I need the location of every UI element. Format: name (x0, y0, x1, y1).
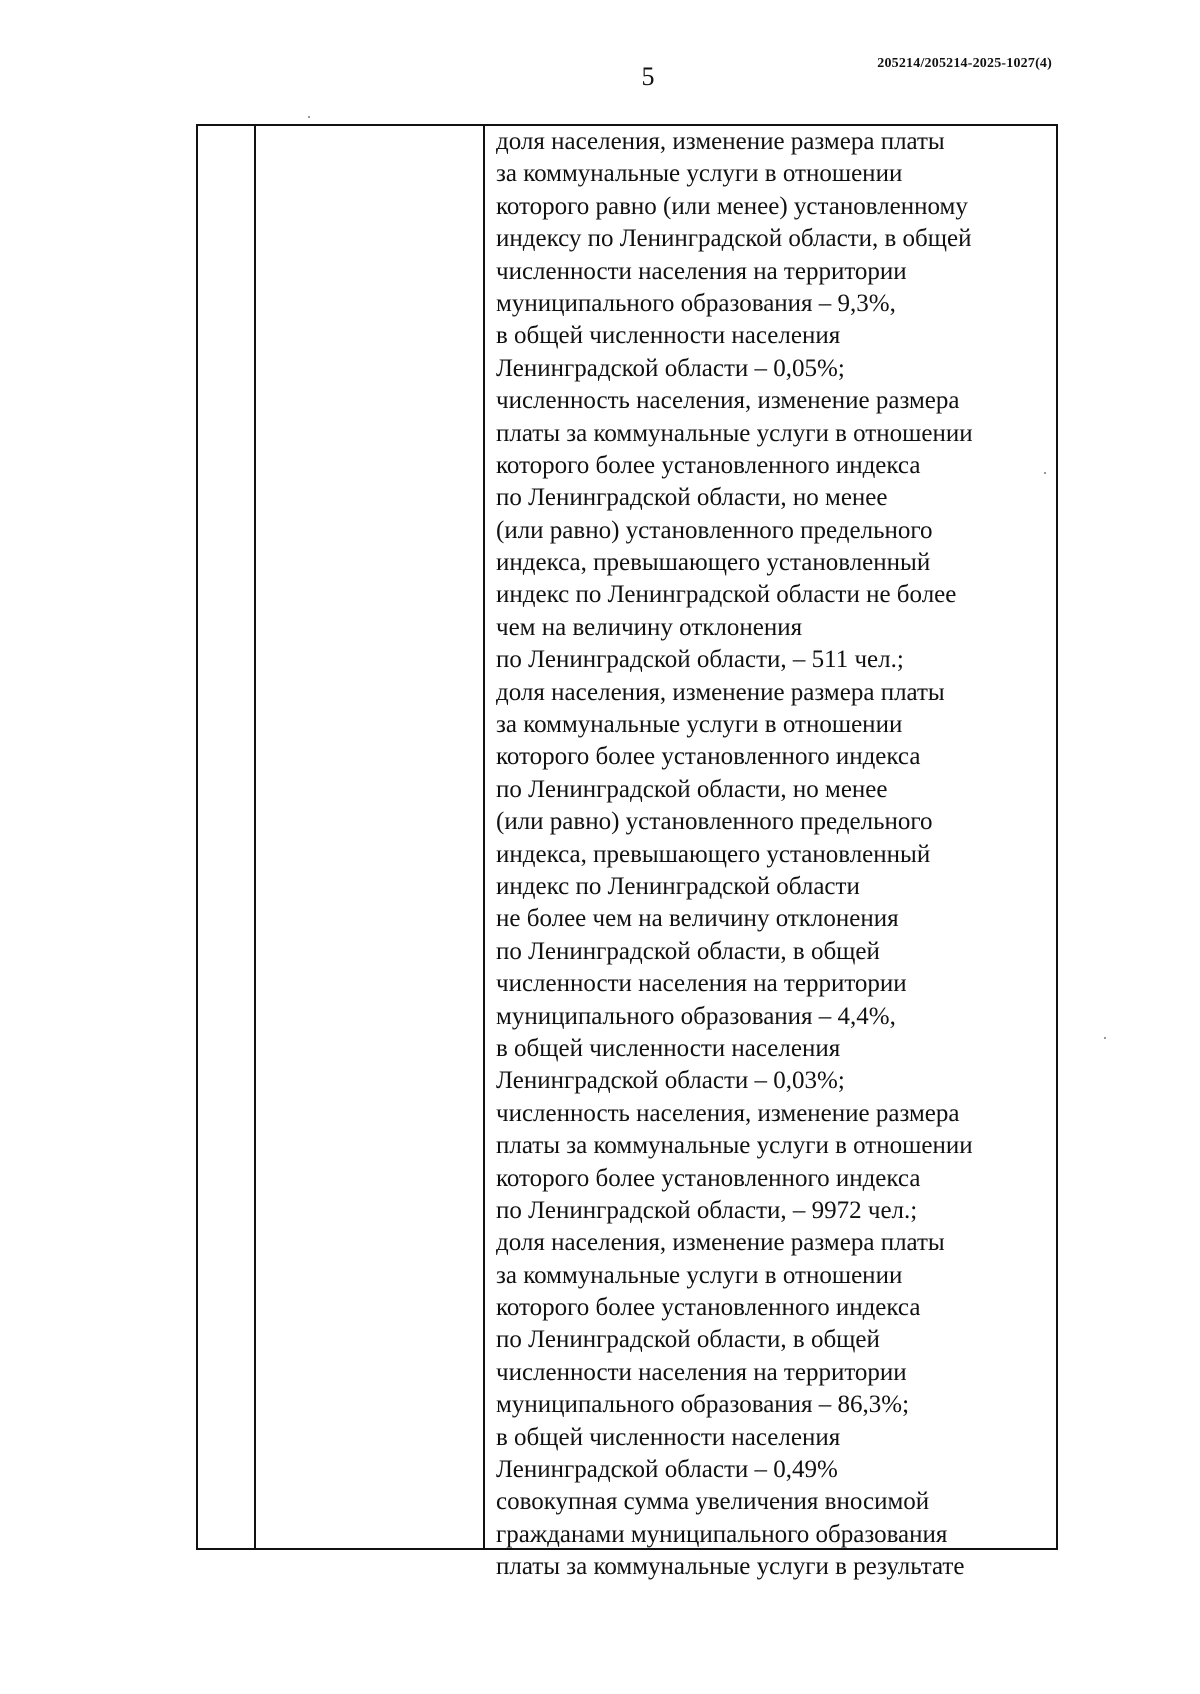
text-line: по Ленинградской области, но менее (496, 484, 888, 512)
text-line: муниципального образования – 9,3%, (496, 289, 896, 317)
text-line: не более чем на величину отклонения (496, 905, 899, 933)
text-line: доля населения, изменение размера платы (496, 678, 945, 706)
text-line: за коммунальные услуги в отношении (496, 160, 903, 188)
text-line: муниципального образования – 4,4%, (496, 1002, 896, 1030)
text-line: чем на величину отклонения (496, 613, 803, 641)
text-line: численности населения на территории (496, 257, 907, 285)
text-line: совокупная сумма увеличения вносимой (496, 1488, 930, 1516)
text-line: индекс по Ленинградской области (496, 872, 860, 900)
text-line: численности населения на территории (496, 970, 907, 998)
text-line: численность населения, изменение размера (496, 1099, 960, 1127)
text-line: по Ленинградской области, в общей (496, 1326, 880, 1354)
text-line: за коммунальные услуги в отношении (496, 1261, 903, 1289)
text-line: по Ленинградской области, в общей (496, 937, 880, 965)
text-line: которого более установленного индекса (496, 1164, 921, 1192)
text-line: Ленинградской области – 0,05%; (496, 354, 845, 382)
text-line: в общей численности населения (496, 1423, 841, 1451)
text-line: гражданами муниципального образования (496, 1520, 948, 1548)
table-column-divider (254, 126, 256, 1548)
text-line: Ленинградской области – 0,49% (496, 1456, 838, 1484)
text-line: платы за коммунальные услуги в результате (496, 1553, 965, 1581)
text-line: за коммунальные услуги в отношении (496, 711, 903, 739)
document-table (196, 124, 1058, 1581)
text-line: в общей численности населения (496, 1034, 841, 1062)
text-line: платы за коммунальные услуги в отношении (496, 1132, 973, 1160)
table-text-cell (496, 126, 1056, 1584)
scan-speck (1044, 472, 1046, 474)
text-line: индекса, превышающего установленный (496, 549, 931, 577)
scan-speck (1104, 1037, 1106, 1039)
text-line: муниципального образования – 86,3%; (496, 1391, 910, 1419)
text-line: (или равно) установленного предельного (496, 516, 933, 544)
document-id: 205214/205214-2025-1027(4) (877, 56, 1052, 71)
text-line: платы за коммунальные услуги в отношении (496, 419, 973, 447)
page-number: 5 (641, 62, 655, 91)
text-line: по Ленинградской области, – 9972 чел.; (496, 1196, 918, 1224)
table-column-divider (483, 126, 485, 1548)
text-line: по Ленинградской области, но менее (496, 775, 888, 803)
text-line: которого более установленного индекса (496, 451, 921, 479)
scan-speck (308, 116, 310, 118)
text-line: по Ленинградской области, – 511 чел.; (496, 646, 904, 674)
text-line: (или равно) установленного предельного (496, 808, 933, 836)
text-line: численности населения на территории (496, 1358, 907, 1386)
text-line: доля населения, изменение размера платы (496, 128, 945, 155)
text-line: индекс по Ленинградской области не более (496, 581, 957, 609)
text-line: численность населения, изменение размера (496, 387, 960, 415)
text-line: которого равно (или менее) установленному (496, 192, 968, 220)
text-line: которого более установленного индекса (496, 743, 921, 771)
text-line: которого более установленного индекса (496, 1294, 921, 1322)
text-line: индексу по Ленинградской области, в общей (496, 225, 972, 253)
text-line: в общей численности населения (496, 322, 841, 350)
text-line: индекса, превышающего установленный (496, 840, 931, 868)
text-line: Ленинградской области – 0,03%; (496, 1067, 845, 1095)
text-line: доля населения, изменение размера платы (496, 1229, 945, 1257)
